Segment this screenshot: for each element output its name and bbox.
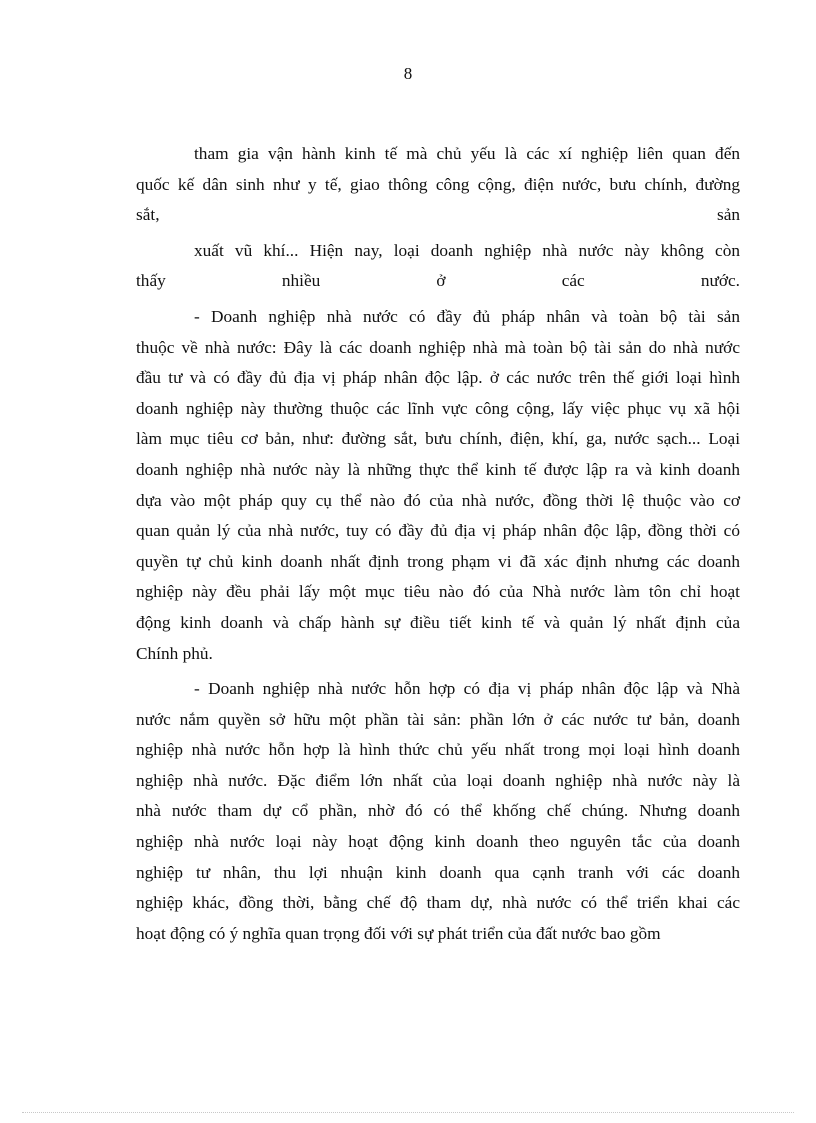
text-line: hoạt động có ý nghĩa quan trọng đối với sự phát triển của đất nước bao gồm: [136, 923, 661, 943]
text-line: thấy nhiều ở các nước.: [136, 271, 740, 291]
text-line: doanh nghiệp nhà nước này là những thực thể kinh tế được lập ra và kinh doanh: [136, 459, 740, 479]
text-line: sắt, sản: [136, 205, 740, 225]
page-number: 8: [403, 64, 413, 83]
text-line: tham gia vận hành kinh tế mà chủ yếu là các xí nghiệp liên quan đến: [194, 144, 740, 163]
text-line: dựa vào một pháp quy cụ thể nào đó của nhà nước, đồng thời lệ thuộc vào cơ: [136, 490, 740, 510]
text-line: động kinh doanh và chấp hành sự điều tiết kinh tế và quản lý nhất định của: [136, 612, 740, 632]
text-line: doanh nghiệp này thường thuộc các lĩnh vực công cộng, lấy việc phục vụ xã hội: [136, 398, 740, 418]
text-line: nghiệp nhà nước. Đặc điểm lớn nhất của loại doanh nghiệp nhà nước này là: [136, 770, 740, 790]
paragraph: [136, 674, 740, 949]
document-body: [136, 139, 740, 949]
text-line: quyền tự chủ kinh doanh nhất định trong phạm vi đã xác định nhưng các doanh: [136, 551, 740, 571]
text-line: nước nắm quyền sở hữu một phần tài sản: phần lớn ở các nước tư bản, doanh: [136, 709, 740, 729]
paragraph: [136, 236, 740, 297]
text-line: đầu tư và có đầy đủ địa vị pháp nhân độc lập. ở các nước trên thế giới loại hình: [136, 368, 740, 388]
text-line: làm mục tiêu cơ bản, như: đường sắt, bưu chính, điện, khí, ga, nước sạch... Loại: [136, 429, 740, 449]
text-line: quốc kế dân sinh như y tế, giao thông công cộng, điện nước, bưu chính, đường: [136, 174, 740, 194]
text-line: Chính phủ.: [136, 643, 213, 663]
text-line: nghiệp này đều phải lấy một mục tiêu nào đó của Nhà nước làm tôn chỉ hoạt: [136, 582, 740, 602]
text-line: nhà nước tham dự cổ phần, nhờ đó có thể khống chế chúng. Nhưng doanh: [136, 801, 740, 821]
text-line: - Doanh nghiệp nhà nước hỗn hợp có địa vị pháp nhân độc lập và Nhà: [194, 679, 740, 699]
text-line: nghiệp nhà nước hỗn hợp là hình thức chủ yếu nhất trong mọi loại hình doanh: [136, 740, 740, 760]
page-footer-rule: [22, 1112, 794, 1113]
text-line: nghiệp khác, đồng thời, bằng chế độ tham dự, nhà nước có thể triển khai các: [136, 893, 740, 913]
text-line: quan quản lý của nhà nước, tuy có đầy đủ địa vị pháp nhân độc lập, đồng thời có: [136, 521, 740, 541]
text-line: thuộc về nhà nước: Đây là các doanh nghiệp nhà mà toàn bộ tài sản do nhà nước: [136, 337, 740, 357]
text-line: nghiệp nhà nước loại này hoạt động kinh doanh theo nguyên tắc của doanh: [136, 832, 740, 852]
paragraph: [136, 302, 740, 669]
text-line: xuất vũ khí... Hiện nay, loại doanh nghiệp nhà nước này không còn: [194, 240, 740, 260]
text-line: - Doanh nghiệp nhà nước có đầy đủ pháp nhân và toàn bộ tài sản: [194, 306, 740, 326]
paragraph: [136, 139, 740, 231]
text-line: nghiệp tư nhân, thu lợi nhuận kinh doanh qua cạnh tranh với các doanh: [136, 862, 740, 882]
